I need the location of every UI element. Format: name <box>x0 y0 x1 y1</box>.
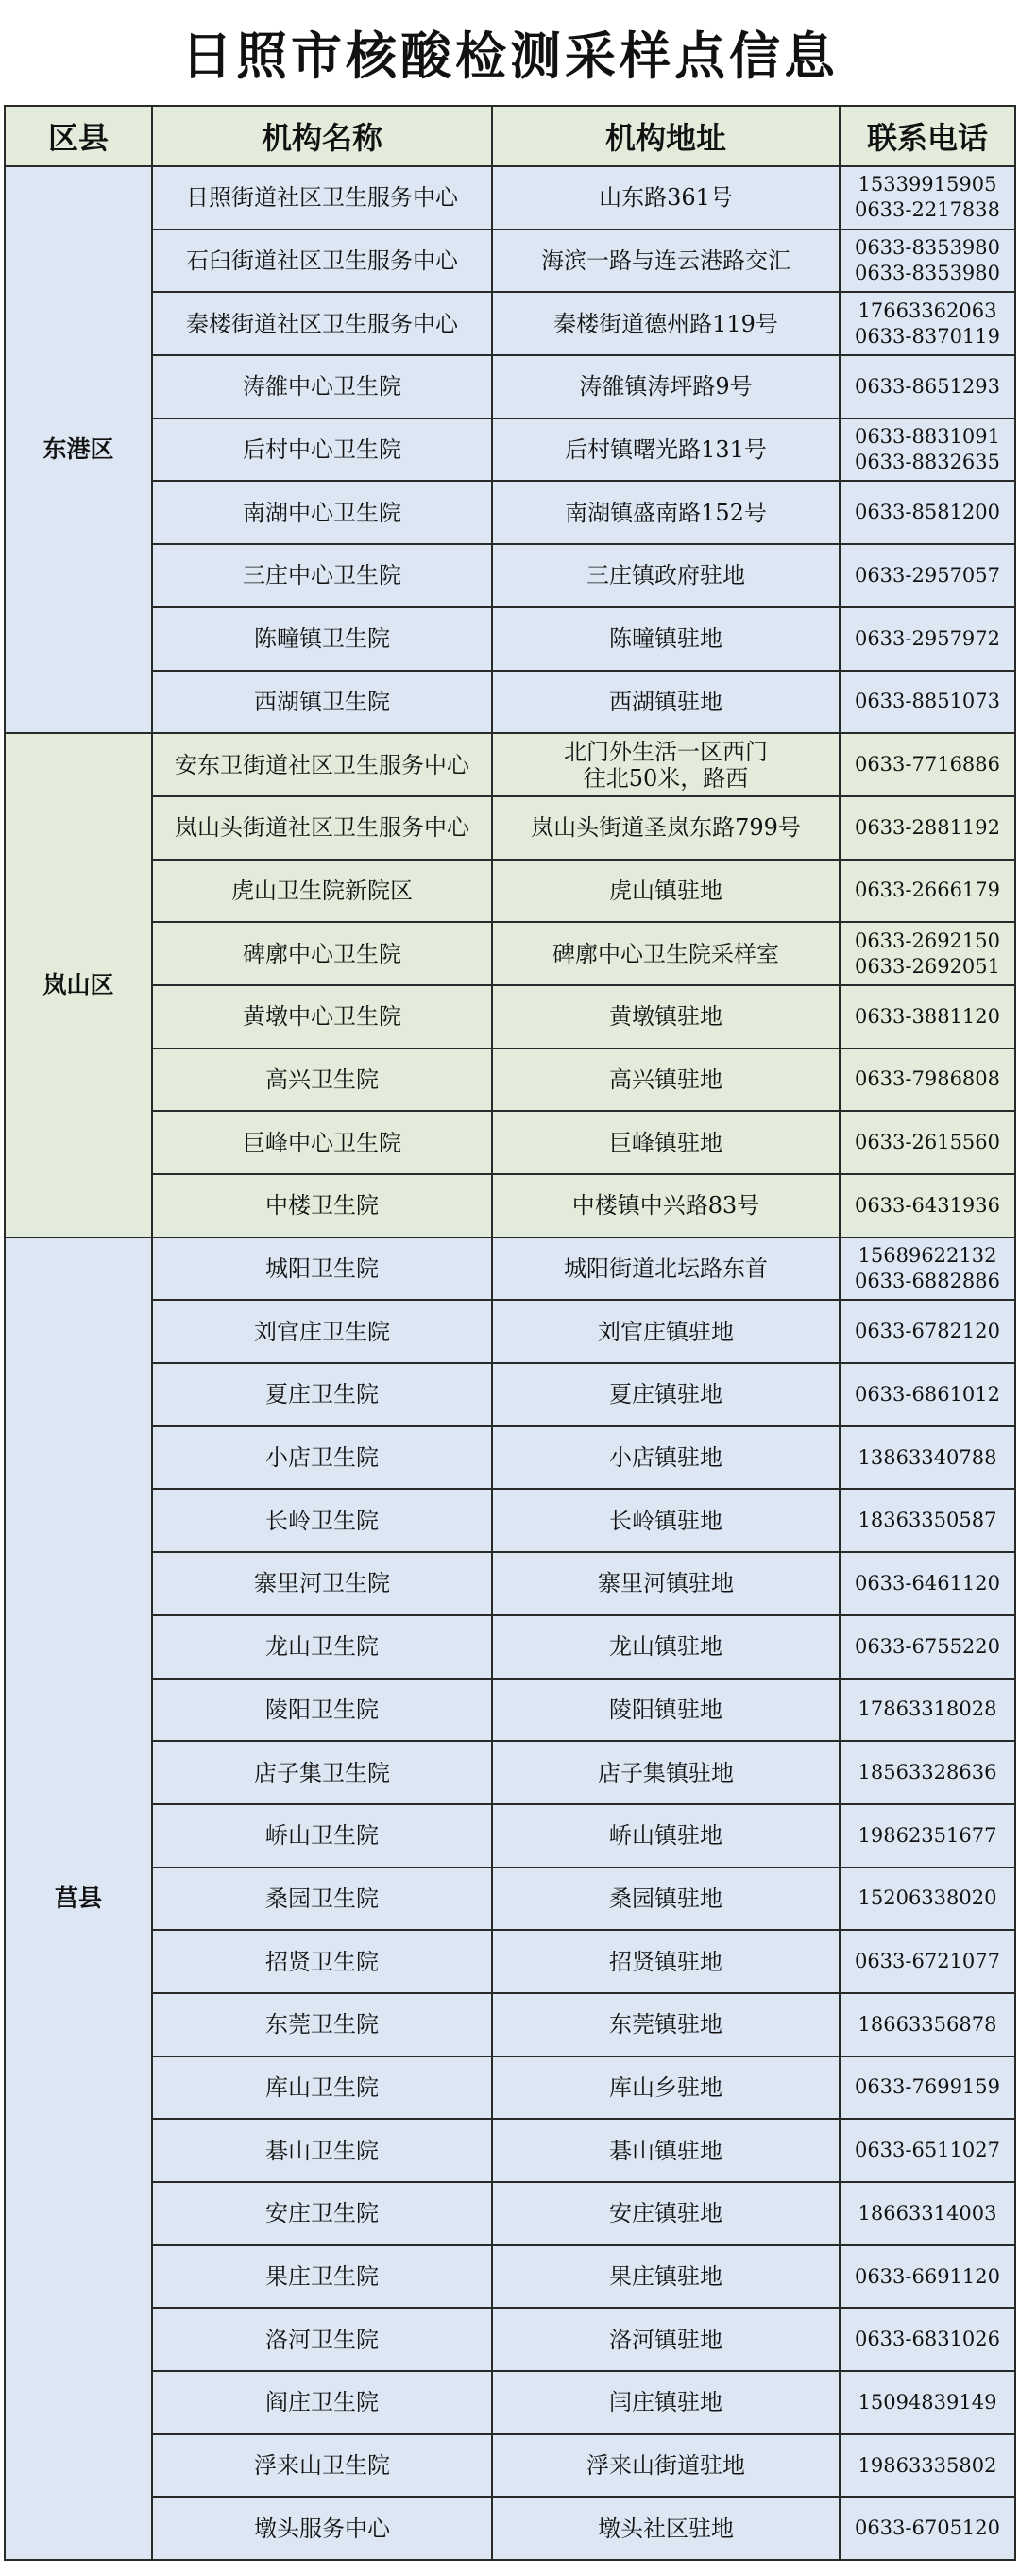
institution-name: 南湖中心卫生院 <box>152 481 492 544</box>
contact-phone <box>840 2119 1015 2182</box>
contact-phone <box>840 418 1015 482</box>
phone-number: 17863318028 <box>858 1697 997 1721</box>
contact-phone <box>840 1741 1015 1804</box>
table-row <box>5 2497 1015 2560</box>
institution-address <box>492 544 840 607</box>
address-line: 城阳街道北坛路东首 <box>564 1255 768 1283</box>
contact-phone <box>840 2308 1015 2371</box>
institution-address <box>492 1174 840 1237</box>
address-line: 三庄镇政府驻地 <box>586 562 745 589</box>
address-line: 山东路361号 <box>599 184 733 212</box>
contact-phone <box>840 1993 1015 2056</box>
contact-phone <box>840 1049 1015 1112</box>
institution-address <box>492 1426 840 1490</box>
address-line: 龙山镇驻地 <box>609 1633 722 1661</box>
address-line: 寨里河镇驻地 <box>598 1570 734 1597</box>
address-line: 桑园镇驻地 <box>609 1885 722 1912</box>
contact-phone <box>840 1426 1015 1490</box>
address-line: 果庄镇驻地 <box>609 2263 722 2291</box>
phone-number: 0633-6782120 <box>854 1320 1001 1343</box>
table-row <box>5 2434 1015 2498</box>
institution-address <box>492 1111 840 1174</box>
contact-phone <box>840 1868 1015 1931</box>
institution-address <box>492 2497 840 2560</box>
institution-address <box>492 796 840 860</box>
address-line: 西湖镇驻地 <box>609 688 722 715</box>
contact-phone <box>840 1930 1015 1993</box>
institution-name: 后村中心卫生院 <box>152 418 492 482</box>
table-row <box>5 230 1015 293</box>
table-row <box>5 860 1015 923</box>
contact-phone <box>840 1363 1015 1426</box>
table-row <box>5 1426 1015 1490</box>
institution-name: 中楼卫生院 <box>152 1174 492 1237</box>
table-row <box>5 607 1015 671</box>
contact-phone <box>840 166 1015 230</box>
address-line: 小店镇驻地 <box>609 1444 722 1472</box>
institution-address <box>492 481 840 544</box>
contact-phone <box>840 1489 1015 1552</box>
table-row <box>5 671 1015 734</box>
institution-name: 小店卫生院 <box>152 1426 492 1490</box>
institution-address <box>492 1741 840 1804</box>
address-line: 秦楼街道德州路119号 <box>553 310 778 337</box>
contact-phone <box>840 481 1015 544</box>
table-row <box>5 2119 1015 2182</box>
institution-name: 阎庄卫生院 <box>152 2371 492 2434</box>
phone-number: 0633-8831091 <box>854 425 1001 449</box>
institution-address <box>492 1300 840 1363</box>
phone-number: 18663314003 <box>858 2201 997 2225</box>
institution-address <box>492 671 840 734</box>
table-row <box>5 1300 1015 1363</box>
institution-name: 城阳卫生院 <box>152 1237 492 1301</box>
institution-name: 东莞卫生院 <box>152 1993 492 2056</box>
institution-name: 碁山卫生院 <box>152 2119 492 2182</box>
contact-phone <box>840 922 1015 985</box>
address-line: 陵阳镇驻地 <box>609 1696 722 1723</box>
address-line: 南湖镇盛南路152号 <box>565 499 767 526</box>
institution-name: 陵阳卫生院 <box>152 1679 492 1742</box>
contact-phone <box>840 1679 1015 1742</box>
phone-number: 0633-6755220 <box>854 1634 1001 1658</box>
phone-number: 0633-6882886 <box>854 1270 1001 1293</box>
institution-name: 果庄卫生院 <box>152 2245 492 2309</box>
address-line: 北门外生活一区西门 <box>564 738 768 765</box>
phone-number: 0633-8651293 <box>854 374 1001 398</box>
phone-number: 0633-8581200 <box>854 501 1001 524</box>
address-line: 洛河镇驻地 <box>609 2326 722 2353</box>
phone-number: 0633-2666179 <box>854 879 1001 902</box>
institution-address <box>492 418 840 482</box>
table-row <box>5 1930 1015 1993</box>
address-line: 往北50米，路西 <box>583 764 749 792</box>
address-line: 浮来山街道驻地 <box>586 2452 745 2480</box>
institution-address <box>492 355 840 418</box>
table-row <box>5 1111 1015 1174</box>
table-row <box>5 1489 1015 1552</box>
address-line: 碑廓中心卫生院采样室 <box>552 940 779 967</box>
contact-phone <box>840 2434 1015 2498</box>
institution-address <box>492 860 840 923</box>
contact-phone <box>840 2182 1015 2245</box>
institution-name: 夏庄卫生院 <box>152 1363 492 1426</box>
institution-name: 日照街道社区卫生服务中心 <box>152 166 492 230</box>
address-line: 涛雒镇涛坪路9号 <box>579 373 753 401</box>
contact-phone <box>840 733 1015 796</box>
table-row <box>5 544 1015 607</box>
phone-number: 0633-6721077 <box>854 1950 1001 1973</box>
institution-address <box>492 1993 840 2056</box>
phone-number: 0633-8353980 <box>854 236 1001 260</box>
address-line: 东莞镇驻地 <box>609 2011 722 2039</box>
table-row <box>5 1679 1015 1742</box>
phone-number: 0633-8851073 <box>854 690 1001 713</box>
institution-address <box>492 1615 840 1679</box>
institution-address <box>492 2056 840 2120</box>
institution-name: 秦楼街道社区卫生服务中心 <box>152 292 492 355</box>
contact-phone <box>840 1174 1015 1237</box>
district-cell: 东港区 <box>5 166 152 733</box>
table-row <box>5 2182 1015 2245</box>
phone-number: 0633-6511027 <box>854 2139 1001 2162</box>
table-row <box>5 922 1015 985</box>
phone-number: 17663362063 <box>858 299 997 322</box>
table-header-row <box>5 106 1015 166</box>
institution-address <box>492 2371 840 2434</box>
address-line: 闫庄镇驻地 <box>609 2389 722 2416</box>
institution-address <box>492 1552 840 1615</box>
contact-phone <box>840 544 1015 607</box>
header-institution-name: 机构名称 <box>152 106 492 166</box>
table-row <box>5 481 1015 544</box>
institution-name: 陈疃镇卫生院 <box>152 607 492 671</box>
institution-name: 招贤卫生院 <box>152 1930 492 1993</box>
address-line: 刘官庄镇驻地 <box>598 1318 734 1345</box>
contact-phone <box>840 2056 1015 2120</box>
institution-address <box>492 733 840 796</box>
table-row <box>5 1237 1015 1301</box>
institution-name: 长岭卫生院 <box>152 1489 492 1552</box>
phone-number: 15689622132 <box>858 1244 997 1268</box>
table-row <box>5 166 1015 230</box>
contact-phone <box>840 985 1015 1049</box>
contact-phone <box>840 607 1015 671</box>
contact-phone <box>840 1552 1015 1615</box>
contact-phone <box>840 860 1015 923</box>
table-row <box>5 1993 1015 2056</box>
institution-address <box>492 2245 840 2309</box>
address-line: 海滨一路与连云港路交汇 <box>541 247 790 275</box>
phone-number: 0633-6461120 <box>854 1571 1001 1595</box>
address-line: 夏庄镇驻地 <box>609 1381 722 1408</box>
table-row <box>5 733 1015 796</box>
phone-number: 0633-3881120 <box>854 1004 1001 1028</box>
phone-number: 19863335802 <box>858 2453 997 2477</box>
institution-address <box>492 1930 840 1993</box>
address-line: 店子集镇驻地 <box>598 1759 734 1786</box>
phone-number: 0633-2957057 <box>854 563 1001 587</box>
table-row <box>5 1741 1015 1804</box>
phone-number: 0633-8832635 <box>854 451 1001 474</box>
address-line: 长岭镇驻地 <box>609 1507 722 1534</box>
institution-name: 黄墩中心卫生院 <box>152 985 492 1049</box>
institution-address <box>492 1679 840 1742</box>
institution-address <box>492 2119 840 2182</box>
address-line: 高兴镇驻地 <box>609 1066 722 1093</box>
institution-name: 高兴卫生院 <box>152 1049 492 1112</box>
phone-number: 0633-6691120 <box>854 2264 1001 2288</box>
contact-phone <box>840 796 1015 860</box>
table-row <box>5 1868 1015 1931</box>
address-line: 巨峰镇驻地 <box>609 1129 722 1156</box>
contact-phone <box>840 230 1015 293</box>
phone-number: 18363350587 <box>858 1509 997 1532</box>
institution-name: 峤山卫生院 <box>152 1804 492 1868</box>
address-line: 陈疃镇驻地 <box>609 625 722 653</box>
contact-phone <box>840 1615 1015 1679</box>
table-row <box>5 1174 1015 1237</box>
address-line: 安庄镇驻地 <box>609 2200 722 2227</box>
table-row <box>5 1552 1015 1615</box>
institution-name: 巨峰中心卫生院 <box>152 1111 492 1174</box>
institution-name: 刘官庄卫生院 <box>152 1300 492 1363</box>
institution-address <box>492 292 840 355</box>
institution-name: 浮来山卫生院 <box>152 2434 492 2498</box>
contact-phone <box>840 2371 1015 2434</box>
address-line: 库山乡驻地 <box>609 2073 722 2101</box>
institution-address <box>492 1237 840 1301</box>
address-line: 峤山镇驻地 <box>609 1822 722 1850</box>
phone-number: 0633-2615560 <box>854 1131 1001 1154</box>
phone-number: 18663356878 <box>858 2012 997 2036</box>
institution-name: 西湖镇卫生院 <box>152 671 492 734</box>
address-line: 中楼镇中兴路83号 <box>571 1192 760 1220</box>
institution-name: 寨里河卫生院 <box>152 1552 492 1615</box>
table-row <box>5 292 1015 355</box>
phone-number: 0633-8353980 <box>854 262 1001 285</box>
institution-name: 岚山头街道社区卫生服务中心 <box>152 796 492 860</box>
phone-number: 0633-6861012 <box>854 1382 1001 1406</box>
header-district: 区县 <box>5 106 152 166</box>
table-row <box>5 418 1015 482</box>
table-row <box>5 1363 1015 1426</box>
phone-number: 0633-2957972 <box>854 626 1001 650</box>
contact-phone <box>840 2245 1015 2309</box>
contact-phone <box>840 1804 1015 1868</box>
institution-address <box>492 2308 840 2371</box>
institution-address <box>492 166 840 230</box>
phone-number: 18563328636 <box>858 1761 997 1784</box>
institution-address <box>492 1868 840 1931</box>
address-line: 黄墩镇驻地 <box>609 1003 722 1031</box>
address-line: 招贤镇驻地 <box>609 1948 722 1975</box>
table-row <box>5 2056 1015 2120</box>
table-row <box>5 796 1015 860</box>
institution-name: 龙山卫生院 <box>152 1615 492 1679</box>
phone-number: 0633-6831026 <box>854 2328 1001 2351</box>
phone-number: 0633-2692150 <box>854 929 1001 952</box>
contact-phone <box>840 2497 1015 2560</box>
phone-number: 15339915905 <box>858 173 997 196</box>
institution-name: 安庄卫生院 <box>152 2182 492 2245</box>
table-row <box>5 2245 1015 2309</box>
sampling-sites-table <box>4 105 1016 2561</box>
table-row <box>5 2308 1015 2371</box>
institution-address <box>492 1363 840 1426</box>
institution-name: 墩头服务中心 <box>152 2497 492 2560</box>
institution-address <box>492 922 840 985</box>
institution-name: 洛河卫生院 <box>152 2308 492 2371</box>
phone-number: 0633-6431936 <box>854 1193 1001 1217</box>
phone-number: 0633-6705120 <box>854 2516 1001 2540</box>
phone-number: 19862351677 <box>858 1823 997 1847</box>
header-phone: 联系电话 <box>840 106 1015 166</box>
contact-phone <box>840 292 1015 355</box>
institution-address <box>492 1804 840 1868</box>
address-line: 岚山头街道圣岚东路799号 <box>531 814 801 842</box>
institution-address <box>492 2434 840 2498</box>
phone-number: 15094839149 <box>858 2390 997 2414</box>
institution-name: 虎山卫生院新院区 <box>152 860 492 923</box>
phone-number: 0633-2692051 <box>854 954 1001 978</box>
contact-phone <box>840 1237 1015 1301</box>
institution-address <box>492 1049 840 1112</box>
table-row <box>5 985 1015 1049</box>
phone-number: 0633-7699159 <box>854 2075 1001 2099</box>
phone-number: 0633-2217838 <box>854 198 1001 222</box>
contact-phone <box>840 355 1015 418</box>
address-line: 墩头社区驻地 <box>598 2515 734 2542</box>
institution-name: 桑园卫生院 <box>152 1868 492 1931</box>
institution-name: 石臼街道社区卫生服务中心 <box>152 230 492 293</box>
contact-phone <box>840 1111 1015 1174</box>
institution-name: 库山卫生院 <box>152 2056 492 2120</box>
phone-number: 0633-2881192 <box>854 815 1001 839</box>
address-line: 虎山镇驻地 <box>609 877 722 904</box>
institution-name: 安东卫街道社区卫生服务中心 <box>152 733 492 796</box>
contact-phone <box>840 1300 1015 1363</box>
district-cell: 岚山区 <box>5 733 152 1237</box>
institution-address <box>492 230 840 293</box>
table-row <box>5 355 1015 418</box>
institution-address <box>492 985 840 1049</box>
table-row <box>5 1804 1015 1868</box>
institution-name: 三庄中心卫生院 <box>152 544 492 607</box>
institution-address <box>492 607 840 671</box>
header-institution-address: 机构地址 <box>492 106 840 166</box>
table-row <box>5 2371 1015 2434</box>
phone-number: 0633-8370119 <box>854 324 1001 348</box>
phone-number: 15206338020 <box>858 1886 997 1910</box>
phone-number: 0633-7986808 <box>854 1067 1001 1091</box>
district-cell: 莒县 <box>5 1237 152 2560</box>
institution-name: 涛雒中心卫生院 <box>152 355 492 418</box>
address-line: 后村镇曙光路131号 <box>565 436 767 464</box>
table-body <box>5 166 1015 2560</box>
institution-address <box>492 2182 840 2245</box>
contact-phone <box>840 671 1015 734</box>
phone-number: 13863340788 <box>858 1445 997 1469</box>
address-line: 碁山镇驻地 <box>609 2137 722 2164</box>
institution-address <box>492 1489 840 1552</box>
institution-name: 碑廓中心卫生院 <box>152 922 492 985</box>
table-row <box>5 1615 1015 1679</box>
page-title: 日照市核酸检测采样点信息 <box>181 26 839 86</box>
institution-name: 店子集卫生院 <box>152 1741 492 1804</box>
phone-number: 0633-7716886 <box>854 753 1001 776</box>
table-row <box>5 1049 1015 1112</box>
